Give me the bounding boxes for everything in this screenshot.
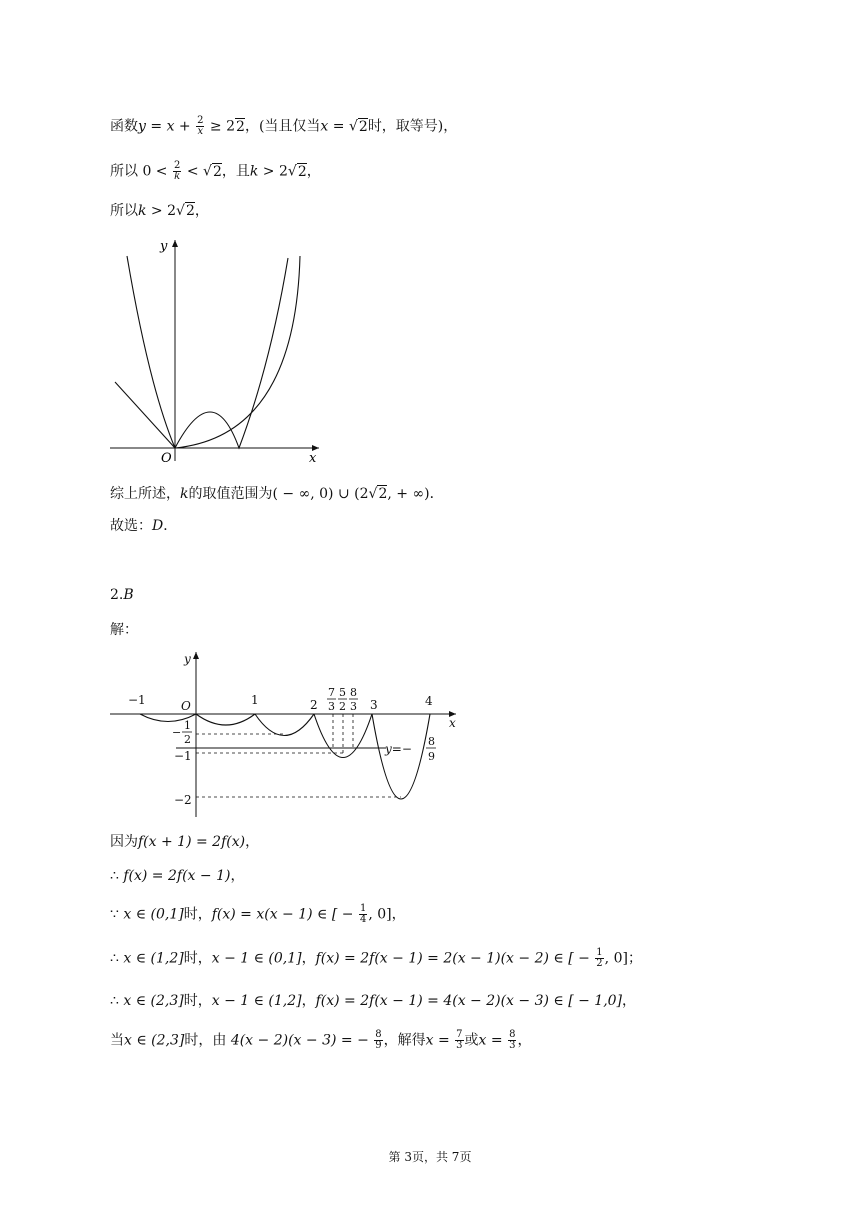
curve-segment <box>372 714 430 799</box>
frac-tick: 3 <box>350 700 357 713</box>
sqrt: 2 <box>236 118 245 135</box>
sqrt: 2 <box>358 118 368 135</box>
text: 函数 <box>110 118 138 135</box>
origin-label: O <box>181 699 191 713</box>
text: ，(当且仅当 <box>244 118 321 135</box>
x-label: x <box>309 451 317 466</box>
solution-label: 解： <box>110 622 138 638</box>
fraction: $\frac{2}{x}$ <box>197 115 204 137</box>
y-label: y <box>160 239 168 254</box>
text: 时，取等号)， <box>367 118 458 135</box>
text-line-10: ∴ x ∈ (2,3]时，x − 1 ∈ (1,2]，f(x) = 2f(x − 1) = 4(x − 2)(x − 3) ∈ [ − 1,0]， <box>110 993 637 1009</box>
text-line-9: ∴ x ∈ (1,2]时，x − 1 ∈ (0,1]，f(x) = 2f(x − 1) = 2(x − 1)(x − 2) ∈ [ − $\frac{1}{2}$ , 0]； <box>110 947 642 969</box>
frac-tick: 3 <box>328 700 335 713</box>
text-line-4: 综上所述，k的取值范围为( − ∞, 0) ∪ (2√2, + ∞)． <box>110 486 444 502</box>
frac-tick: 7 <box>328 686 335 699</box>
question-2-heading: 2.B <box>110 587 134 603</box>
text-line-2: 所以 0 < $\frac{2}{k}$ < √2，且k > 2√2， <box>110 160 321 182</box>
y-frac-tick: 1 <box>184 719 191 732</box>
y-label: y <box>184 652 191 666</box>
page-footer: 第 3页，共 7页 <box>388 1150 472 1164</box>
frac-tick: 5 <box>339 686 346 699</box>
x-tick-label: 1 <box>251 693 259 707</box>
text-line-1: 函数y = x + $\frac{2}{x}$ ≥ 22，(当且仅当x = √2时，取等号)， <box>110 115 458 137</box>
fraction: $\frac{2}{k}$ <box>174 160 181 182</box>
text: ≥ 2 <box>205 118 236 135</box>
line-label: y=− <box>385 742 412 756</box>
var-k: k <box>138 203 147 219</box>
parabola-right <box>175 256 300 448</box>
x-tick-label: 4 <box>425 694 433 708</box>
curve-segment <box>255 714 314 736</box>
text-line-3: 所以k > 2√2， <box>110 203 209 219</box>
line-frac: 8 <box>428 735 435 748</box>
var-x: x <box>166 118 175 135</box>
var-y: y <box>138 118 146 135</box>
var-k: k <box>249 163 259 180</box>
frac-tick: 2 <box>339 700 346 713</box>
origin-label: O <box>161 451 172 466</box>
x-tick-label: 3 <box>370 698 378 712</box>
parabola-left <box>127 256 175 448</box>
y-tick-label: −1 <box>174 749 192 763</box>
curve-segment <box>196 714 255 725</box>
y-tick-label: −2 <box>174 793 192 807</box>
svg-text:−: − <box>172 726 182 739</box>
text-line-5: 故选：D． <box>110 518 178 534</box>
line-frac: 9 <box>428 750 435 763</box>
answer: D <box>152 518 164 534</box>
text-line-11: 当x ∈ (2,3]时，由 4(x − 2)(x − 3) = − $\frac{8}{9}$ ，解得x = $\frac{7}{3}$ 或x = $\frac{8}{3}$ ， <box>110 1029 532 1051</box>
line-left <box>115 382 175 448</box>
text-line-8: ∵ x ∈ (0,1]时，f(x) = x(x − 1) ∈ [ − $\frac{1}{4}$ , 0]， <box>110 903 406 925</box>
answer: B <box>123 587 134 603</box>
abs-curve <box>175 258 288 448</box>
figure-1-graph <box>105 236 335 471</box>
x-tick-label: 2 <box>310 698 318 712</box>
x-tick-label: −1 <box>128 693 146 707</box>
text-line-7: ∴ f(x) = 2f(x − 1)， <box>110 868 245 884</box>
var-x: x <box>320 118 329 135</box>
text-line-6: 因为f(x + 1) = 2f(x)， <box>110 834 260 850</box>
x-label: x <box>449 716 456 730</box>
figure-2-graph <box>104 647 464 822</box>
frac-tick: 8 <box>350 686 357 699</box>
text: 所以 0 < <box>110 163 172 180</box>
y-frac-tick: 2 <box>184 733 191 746</box>
